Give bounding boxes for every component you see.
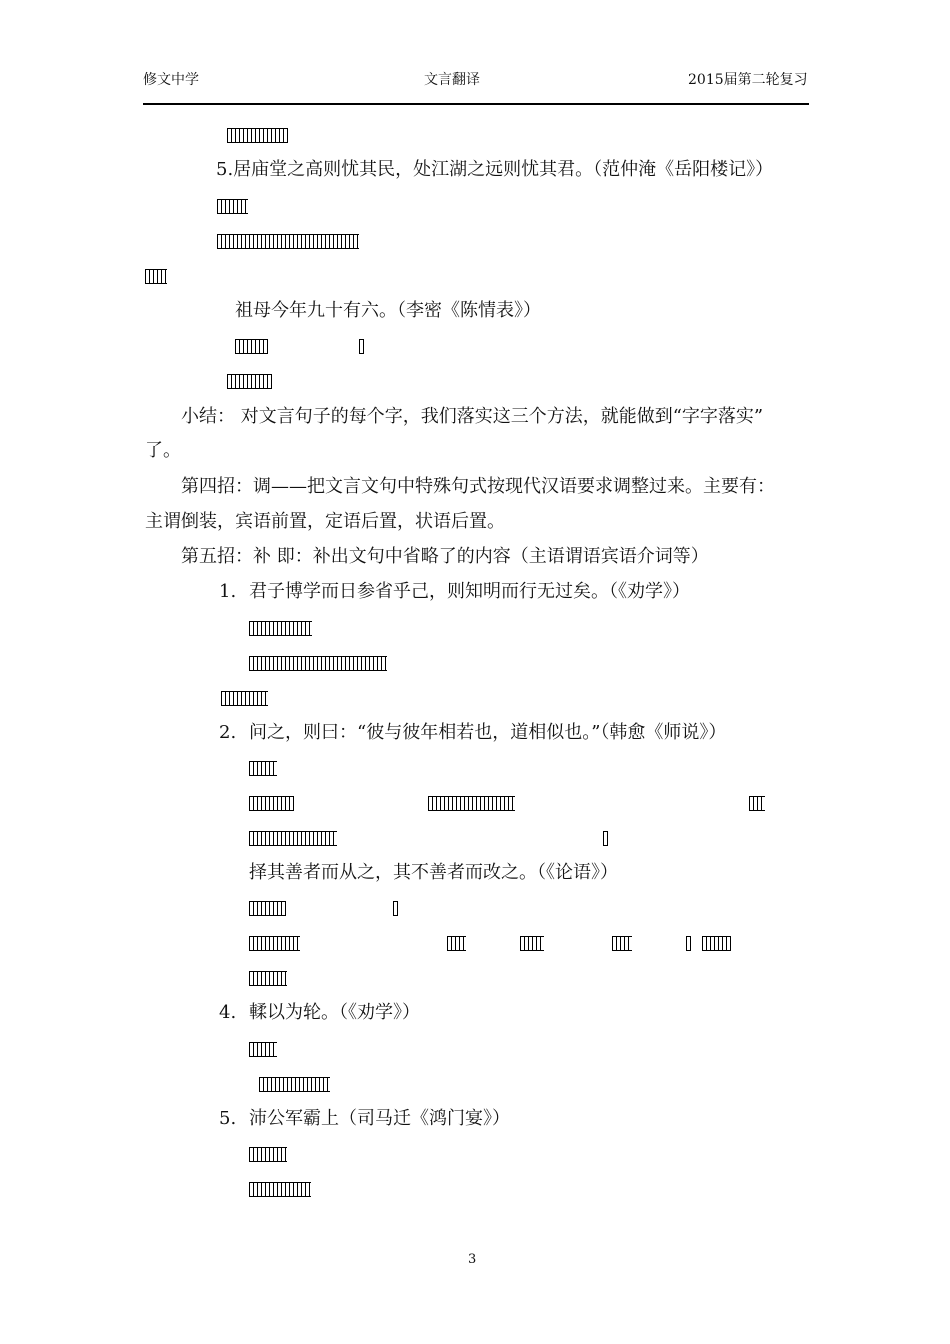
- missing-glyph-run: [249, 1042, 277, 1057]
- missing-glyph-run: [227, 128, 288, 143]
- step4-line-1: 第四招：调——把文言文句中特殊句式按现代汉语要求调整过来。主要有：: [181, 476, 775, 497]
- example-5-sentence: 5.居庙堂之高则忧其民，处江湖之远则忧其君。（范仲淹《岳阳楼记》）: [216, 159, 774, 180]
- missing-glyph-run: [447, 936, 466, 951]
- missing-glyph-run: [249, 761, 277, 776]
- missing-glyph-run: [217, 234, 359, 249]
- missing-glyph-run: [217, 199, 248, 214]
- example-2-number: 2.: [219, 722, 237, 743]
- missing-glyph-run: [249, 621, 312, 636]
- missing-glyph-run: [686, 936, 691, 951]
- example-3-sentence: 择其善者而从之，其不善者而改之。（《论语》）: [249, 862, 618, 883]
- missing-glyph-run: [249, 1147, 287, 1162]
- example-1-sentence: 君子博学而日参省乎己，则知明而行无过矣。（《劝学》）: [249, 581, 690, 602]
- missing-glyph-run: [612, 936, 632, 951]
- missing-glyph-run: [749, 796, 765, 811]
- missing-glyph-run: [227, 374, 272, 389]
- page-number: 3: [468, 1252, 477, 1267]
- missing-glyph-run: [702, 936, 731, 951]
- step5-heading: 第五招：补 即：补出文句中省略了的内容（主语谓语宾语介词等）: [181, 546, 709, 567]
- missing-glyph-run: [221, 691, 268, 706]
- missing-glyph-run: [249, 971, 287, 986]
- missing-glyph-run: [249, 936, 300, 951]
- grandma-sentence: 祖母今年九十有六。（李密《陈情表》）: [235, 300, 541, 321]
- header-term: 2015届第二轮复习: [688, 72, 808, 88]
- missing-glyph-run: [145, 269, 167, 284]
- example-5-short-sentence: 沛公军霸上（司马迁《鸿门宴》）: [249, 1108, 510, 1129]
- summary-line-1: 小结： 对文言句子的每个字，我们落实这三个方法，就能做到“字字落实”: [181, 406, 764, 427]
- example-4-sentence: 輮以为轮。（《劝学》）: [249, 1002, 420, 1023]
- missing-glyph-run: [259, 1077, 330, 1092]
- missing-glyph-run: [249, 901, 286, 916]
- example-1-number: 1.: [219, 581, 237, 602]
- missing-glyph-run: [428, 796, 515, 811]
- example-2-sentence: 问之，则曰：“彼与彼年相若也，道相似也。”（韩愈《师说》）: [249, 722, 727, 743]
- header-divider: [143, 103, 809, 105]
- summary-line-2: 了。: [145, 440, 181, 461]
- missing-glyph-run: [249, 796, 294, 811]
- step4-line-2: 主谓倒装，宾语前置，定语后置，状语后置。: [145, 511, 505, 532]
- example-4-number: 4.: [219, 1002, 237, 1023]
- missing-glyph-run: [249, 1182, 311, 1197]
- missing-glyph-run: [249, 656, 387, 671]
- header-school: 修文中学: [143, 72, 199, 88]
- missing-glyph-run: [249, 831, 337, 846]
- missing-glyph-run: [520, 936, 544, 951]
- missing-glyph-run: [235, 339, 268, 354]
- missing-glyph-run: [359, 339, 364, 354]
- missing-glyph-run: [603, 831, 608, 846]
- missing-glyph-run: [393, 901, 398, 916]
- example-5-number: 5.: [219, 1108, 237, 1129]
- header-title: 文言翻译: [424, 72, 480, 88]
